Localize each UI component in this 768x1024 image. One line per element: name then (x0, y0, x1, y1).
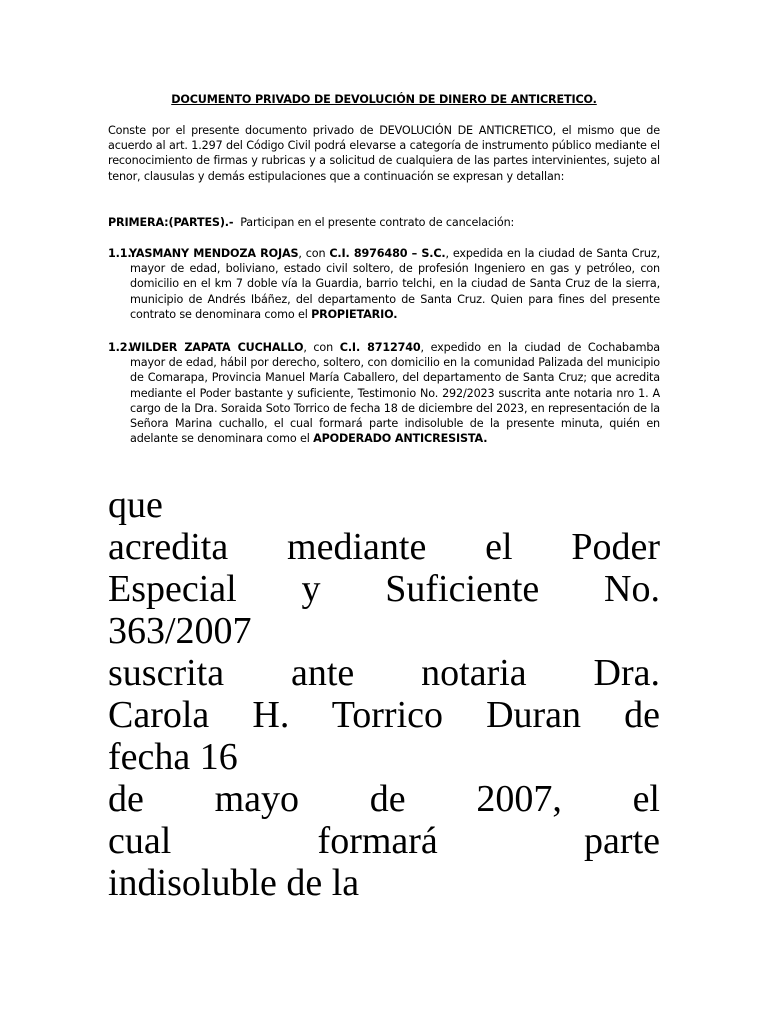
clause-text: , expedida en la ciudad de Santa Cruz, mayor de edad, boliviano, estado civil soltero, de profesión Ingeniero en gas y petróleo, con domicilio en el km 7 doble vía la Guardia, barrio telchi, en la ciudad de Santa Cruz de la sierra, municipio de Andrés Ibáñez, del departamento de Santa Cruz. Quien para fines del presente contrato se denominara como el (130, 247, 660, 321)
separator-text: , con (298, 247, 330, 260)
party-ci: C.I. 8712740 (339, 341, 421, 354)
clause-body (130, 246, 660, 322)
clause-1-2 (108, 340, 660, 446)
party-role: PROPIETARIO. (311, 307, 398, 321)
large-text-line: indisoluble de la (108, 862, 360, 904)
large-text-line: de mayo de 2007, el (108, 778, 660, 820)
party-role: APODERADO ANTICRESISTA. (313, 432, 488, 446)
clause-text: , expedido en la ciudad de Cochabamba mayor de edad, hábil por derecho, soltero, con domicilio en la comunidad Palizada del municipio de Comarapa, Provincia Manuel María Caballero, del departamento de Santa Cruz; que acredita mediante el Poder bastante y suficiente, Testimonio No. 292/2023 suscrita ante notaria nro 1. A cargo de la Dra. Soraida Soto Torrico de fecha 18 de diciembre del 2023, en representación de la Señora Marina cuchallo, el cual formará parte indisoluble de la presente minuta, quién en adelante se denominara como el (130, 341, 660, 446)
clause-1-1 (108, 246, 660, 322)
large-text-line: 363/2007 (108, 610, 252, 652)
clause-number: 1.2. (108, 341, 132, 354)
primera-label: PRIMERA:(PARTES).- (108, 216, 234, 229)
large-text-line: cual formará parte (108, 820, 660, 862)
party-ci: C.I. 8976480 – S.C. (329, 247, 446, 260)
party-name: WILDER ZAPATA CUCHALLO (129, 341, 304, 354)
party-name: YASMANY MENDOZA ROJAS (129, 247, 299, 260)
large-text-line: suscrita ante notaria Dra. (108, 652, 660, 694)
large-text-line: acredita mediante el Poder (108, 526, 660, 568)
large-text-line: Carola H. Torrico Duran de (108, 694, 660, 736)
large-text-block (108, 484, 660, 904)
large-text-line: fecha 16 (108, 736, 238, 778)
separator-text: , con (303, 341, 340, 354)
primera-text: Participan en el presente contrato de cancelación: (240, 216, 515, 229)
clause-body (130, 340, 660, 446)
intro-paragraph: Conste por el presente documento privado de DEVOLUCIÓN DE ANTICRETICO, el mismo que de acuerdo al art. 1.297 del Código Civil podrá elevarse a categoría de instrumento público mediante el reconocimiento de firmas y rubricas y a solicitud de cualquiera de las partes intervinientes, sujeto al tenor, clausulas y demás estipulaciones que a continuación se expresan y detallan: (108, 124, 660, 183)
large-text-line: Especial y Suficiente No. (108, 568, 660, 610)
clause-number: 1.1. (108, 247, 132, 260)
primera-clause (108, 215, 660, 230)
document-title: DOCUMENTO PRIVADO DE DEVOLUCIÓN DE DINERO DE ANTICRETICO. (171, 93, 597, 106)
large-text-line: que (108, 484, 163, 526)
